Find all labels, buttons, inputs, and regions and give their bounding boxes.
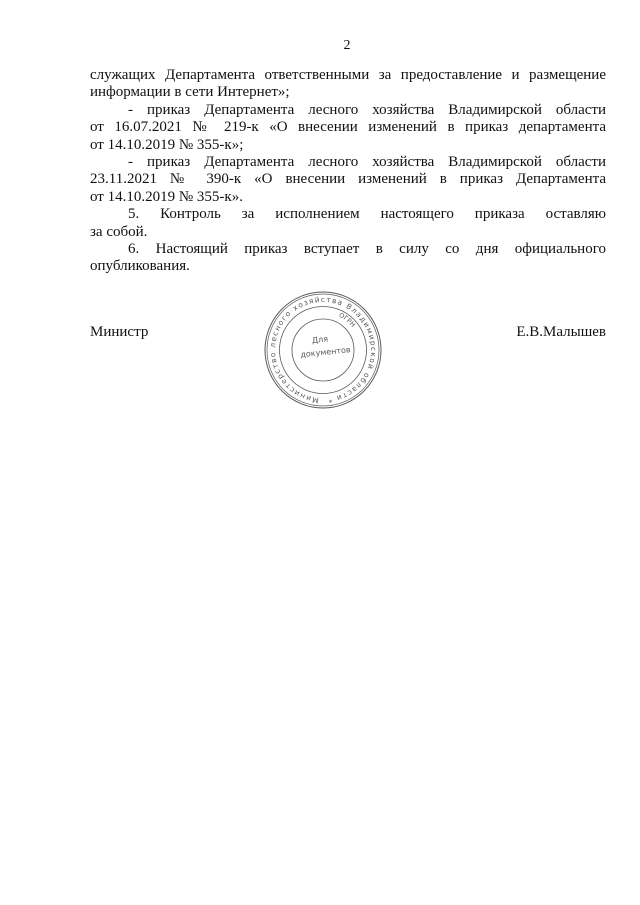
official-stamp [263, 290, 383, 410]
text-line: от 14.10.2019 № 355-к»; [90, 136, 244, 153]
text-line: служащих Департамента ответственными за предоставление и размещение [90, 67, 606, 83]
stamp-center-line-2: документов [299, 345, 352, 360]
paragraph-continuation [90, 67, 606, 102]
document-body [90, 67, 606, 276]
stamp-center-line-1: Для [311, 334, 329, 346]
signatory-name: Е.В.Малышев [516, 324, 606, 340]
signatory-position: Министр [90, 324, 149, 340]
text-line: от 14.10.2019 № 355-к». [90, 188, 243, 205]
text-line: - приказ Департамента лесного хозяйства Владимирской области [128, 154, 606, 171]
paragraph-order-390 [90, 154, 606, 206]
text-line: информации в сети Интернет»; [90, 84, 290, 101]
text-line: от 16.07.2021 № 219-к «О внесении изменений в приказ департамента [90, 119, 606, 136]
stamp-inner-text-path: ОГРН [337, 311, 357, 329]
text-line: за собой. [90, 223, 148, 240]
text-line: 6. Настоящий приказ вступает в силу со дня официального [128, 241, 606, 258]
text-line: 5. Контроль за исполнением настоящего приказа оставляю [128, 206, 606, 223]
text-line: опубликования. [90, 258, 190, 275]
page-number: 2 [343, 38, 351, 53]
text-line: 23.11.2021 № 390-к «О внесении изменений в приказ Департамента [90, 171, 606, 188]
paragraph-item-6 [90, 241, 606, 276]
stamp-outer-text-path: Министерство лесного хозяйства Владимирской области * [267, 294, 379, 405]
paragraph-item-5 [90, 206, 606, 241]
paragraph-order-219 [90, 102, 606, 154]
text-line: - приказ Департамента лесного хозяйства Владимирской области [128, 101, 606, 118]
